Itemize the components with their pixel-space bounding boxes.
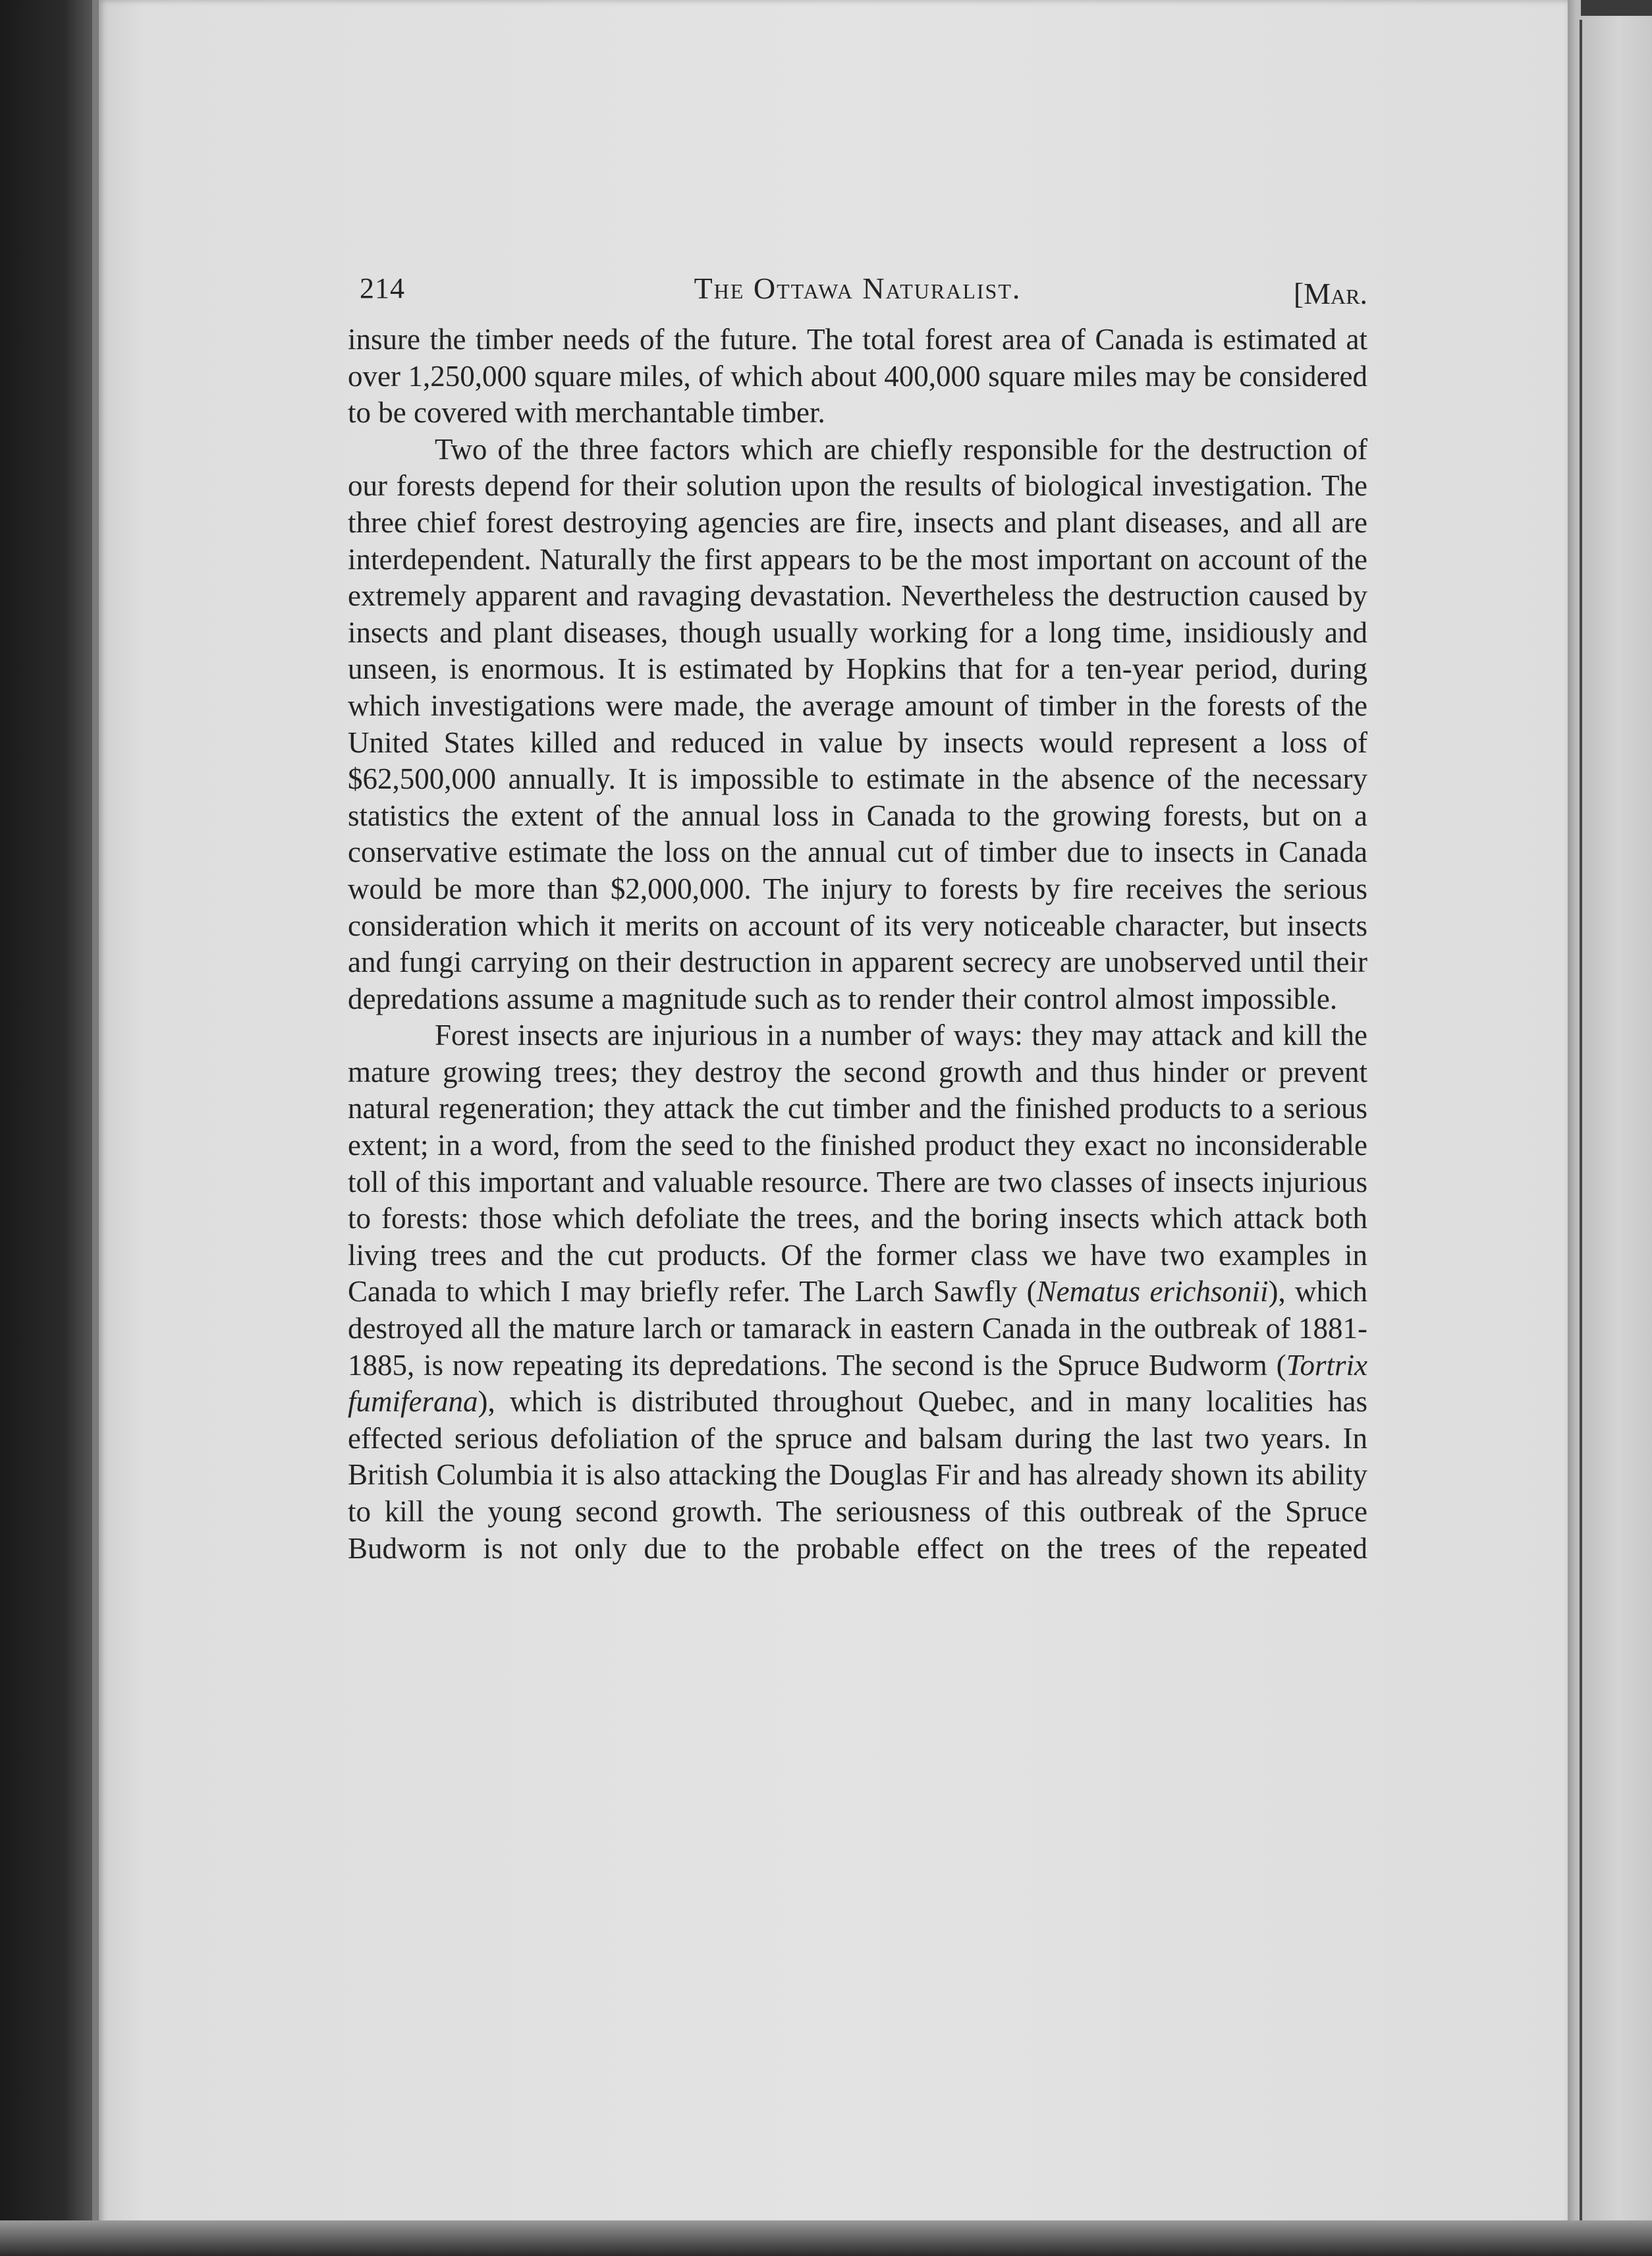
page-edge-line bbox=[1580, 20, 1582, 2220]
running-head bbox=[348, 256, 1367, 322]
paragraph-3 bbox=[348, 1017, 1367, 1567]
page-text-block bbox=[348, 256, 1367, 1567]
paragraph-3-text-c: ), which is distributed throughout Quebec, and in many localities has effected serious defoliation of the spruce and balsam during the last two years. In British Columbia it is also attacking the Douglas Fir and has already shown its ability to kill the young second growth. The seriousness of this outbreak of the Spruce Budworm is not only due to the probable effect on the trees of the repeated bbox=[348, 1385, 1367, 1565]
paragraph-3-text-b: ), which destroyed all the mature larch or tamarack in eastern Canada in the outbreak of 1881-1885, is now repeating its depredations. The second is the Spruce Budworm ( bbox=[348, 1275, 1367, 1382]
article-body bbox=[348, 322, 1367, 1567]
scan-bottom-shadow bbox=[0, 2220, 1652, 2256]
latin-name-larch-sawfly: Nematus erichsonii bbox=[1036, 1275, 1269, 1309]
paragraph-3-text-a: Forest insects are injurious in a number of ways: they may attack and kill the mature growing trees; they destroy the second growth and thus hinder or prevent natural regeneration; they attack the cut timber and the finished products to a serious extent; in a word, from the seed to the finished product they exact no inconsiderable toll of this important and valuable resource. There are two classes of insects injurious to forests: those which defoliate the trees, and the boring insects which attack both living trees and the cut products. Of the former class we have two examples in Canada to which I may briefly refer. The Larch Sawfly ( bbox=[348, 1019, 1367, 1309]
journal-title: The Ottawa Naturalist. bbox=[694, 271, 1022, 305]
issue-month: [Mar. bbox=[1293, 277, 1367, 310]
scan-left-shadow bbox=[0, 0, 92, 2256]
scan-top-strip bbox=[1581, 0, 1652, 16]
paragraph-1: insure the timber needs of the future. The total forest area of Canada is estimated at over 1,250,000 square miles, of which about 400,000 square miles may be considered to be covered with merchantable timber. bbox=[348, 323, 1367, 430]
paragraph-2: Two of the three factors which are chiefly responsible for the destruction of our forests depend for their solution upon the results of biological investigation. The three chief forest destroying agencies are fire, insects and plant diseases, and all are interdependent. Naturally the first appears to be the most important on account of the extremely apparent and ravaging devastation. Nevertheless the destruction caused by insects and plant diseases, though usually working for a long time, insidiously and unseen, is enormous. It is estimated by Hopkins that for a ten-year period, during which investigations were made, the average amount of timber in the forests of the United States killed and reduced in value by insects would represent a loss of $62,500,000 annually. It is impossible to estimate in the absence of the necessary statistics the extent of the annual loss in Canada to the growing forests, but on a conservative estimate the loss on the annual cut of timber due to insects in Canada would be more than $2,000,000. The injury to forests by fire receives the serious consideration which it merits on account of its very noticeable character, but insects and fungi carrying on their destruction in apparent secrecy are unobserved until their depredations assume a magnitude such as to render their control almost impossible. bbox=[348, 432, 1367, 1015]
latin-name-spruce-budworm: Tortrix fumiferana bbox=[348, 1348, 1367, 1419]
page-number: 214 bbox=[360, 272, 405, 304]
